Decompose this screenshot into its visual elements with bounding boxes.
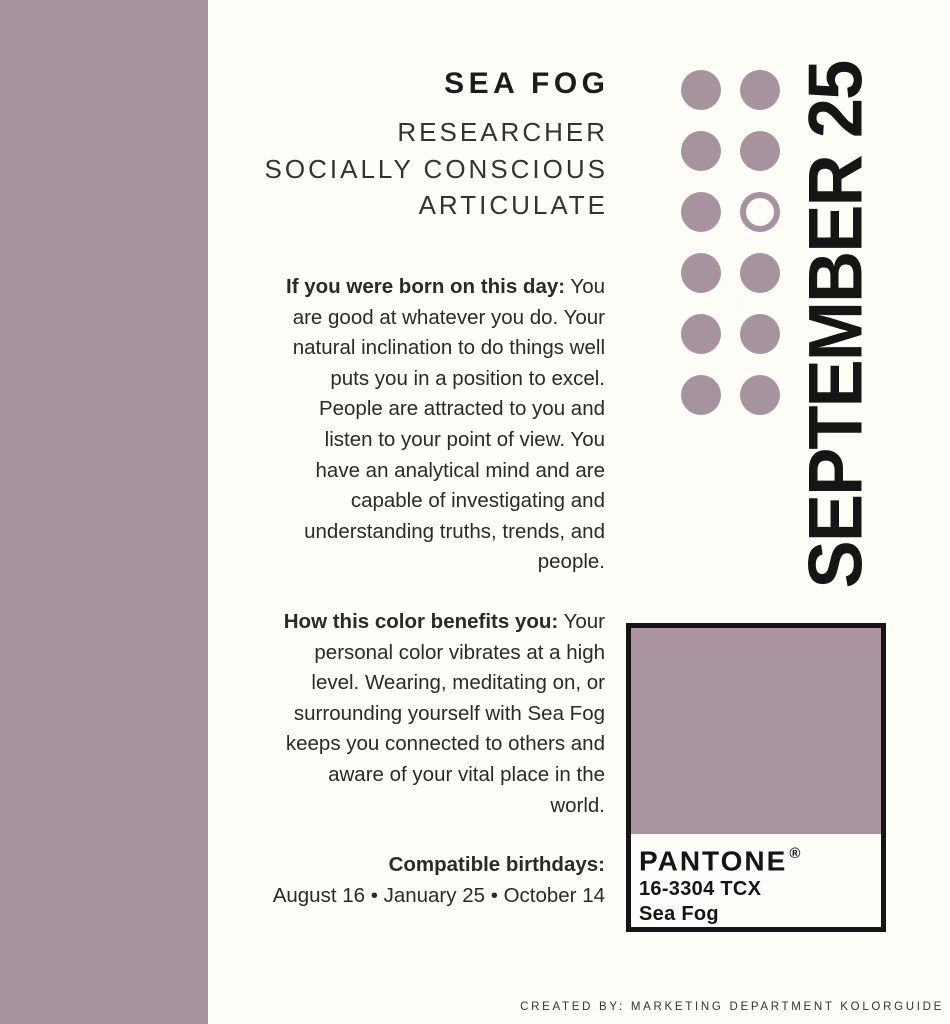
paragraph-line (286, 272, 605, 303)
dot (681, 314, 721, 354)
dots-grid (681, 70, 780, 415)
registered-trademark-symbol: ® (789, 844, 803, 862)
paragraph-line: world. (550, 793, 605, 817)
paragraph-line: are good at whatever you do. Your (292, 305, 605, 329)
footer-credit: CREATED BY: MARKETING DEPARTMENT KOLORGUIDE (520, 1001, 944, 1013)
dot (681, 131, 721, 171)
paragraph-line: personal color vibrates at a high (314, 640, 605, 664)
paragraph-line (284, 607, 605, 638)
chip-label-area (631, 834, 881, 927)
pantone-chip (626, 623, 886, 932)
dot (740, 314, 780, 354)
dot (740, 131, 780, 171)
compatible-birthdays-dates: August 16 • January 25 • October 14 (272, 883, 605, 907)
dot (681, 253, 721, 293)
benefits-lead-label: How this color benefits you: (283, 610, 559, 633)
paragraph-line: people. (537, 550, 605, 574)
chip-brand-line (639, 840, 875, 876)
born-on-this-day-paragraph (286, 272, 605, 578)
dot (740, 253, 780, 293)
dot (681, 375, 721, 415)
paragraph-line: puts you in a position to excel. (330, 366, 605, 390)
compatible-birthdays-block (273, 850, 605, 911)
date-banner: SEPTEMBER 25 (793, 61, 879, 589)
paragraph-line: level. Wearing, meditating on, or (311, 671, 605, 695)
paragraph-line: capable of investigating and (350, 489, 605, 513)
chip-color-swatch (631, 628, 881, 834)
paragraph-line: natural inclination to do things well (292, 336, 605, 360)
paragraph-line: People are attracted to you and (318, 397, 605, 421)
chip-color-code: 16-3304 TCX (639, 878, 762, 900)
born-lead-label: If you were born on this day: (286, 275, 566, 298)
headline-block (264, 66, 610, 224)
dot (740, 375, 780, 415)
paragraph-line: keeps you connected to others and (285, 732, 605, 756)
trait-socially-conscious: SOCIALLY CONSCIOUS (264, 153, 608, 184)
dot (681, 70, 721, 110)
dot (681, 192, 721, 232)
paragraph-line: have an analytical mind and are (315, 458, 605, 482)
color-benefits-paragraph (284, 607, 605, 821)
left-accent-bar (0, 0, 208, 1024)
trait-list (264, 114, 608, 224)
paragraph-line: understanding truths, trends, and (304, 519, 605, 543)
chip-brand-wordmark: PANTONE (639, 845, 788, 876)
paragraph-line: aware of your vital place in the (328, 762, 605, 786)
color-name-title: SEA FOG (444, 67, 610, 100)
born-lead-rest: You (565, 275, 605, 298)
chip-color-name: Sea Fog (639, 903, 719, 925)
dot (740, 70, 780, 110)
benefits-lead-rest: Your (558, 610, 605, 633)
paragraph-line: surrounding yourself with Sea Fog (293, 701, 605, 725)
trait-researcher: RESEARCHER (397, 117, 608, 147)
trait-articulate: ARTICULATE (418, 190, 608, 220)
compatible-birthdays-label: Compatible birthdays: (388, 853, 605, 876)
dot-hollow (740, 192, 780, 232)
paragraph-line: listen to your point of view. You (324, 427, 605, 451)
